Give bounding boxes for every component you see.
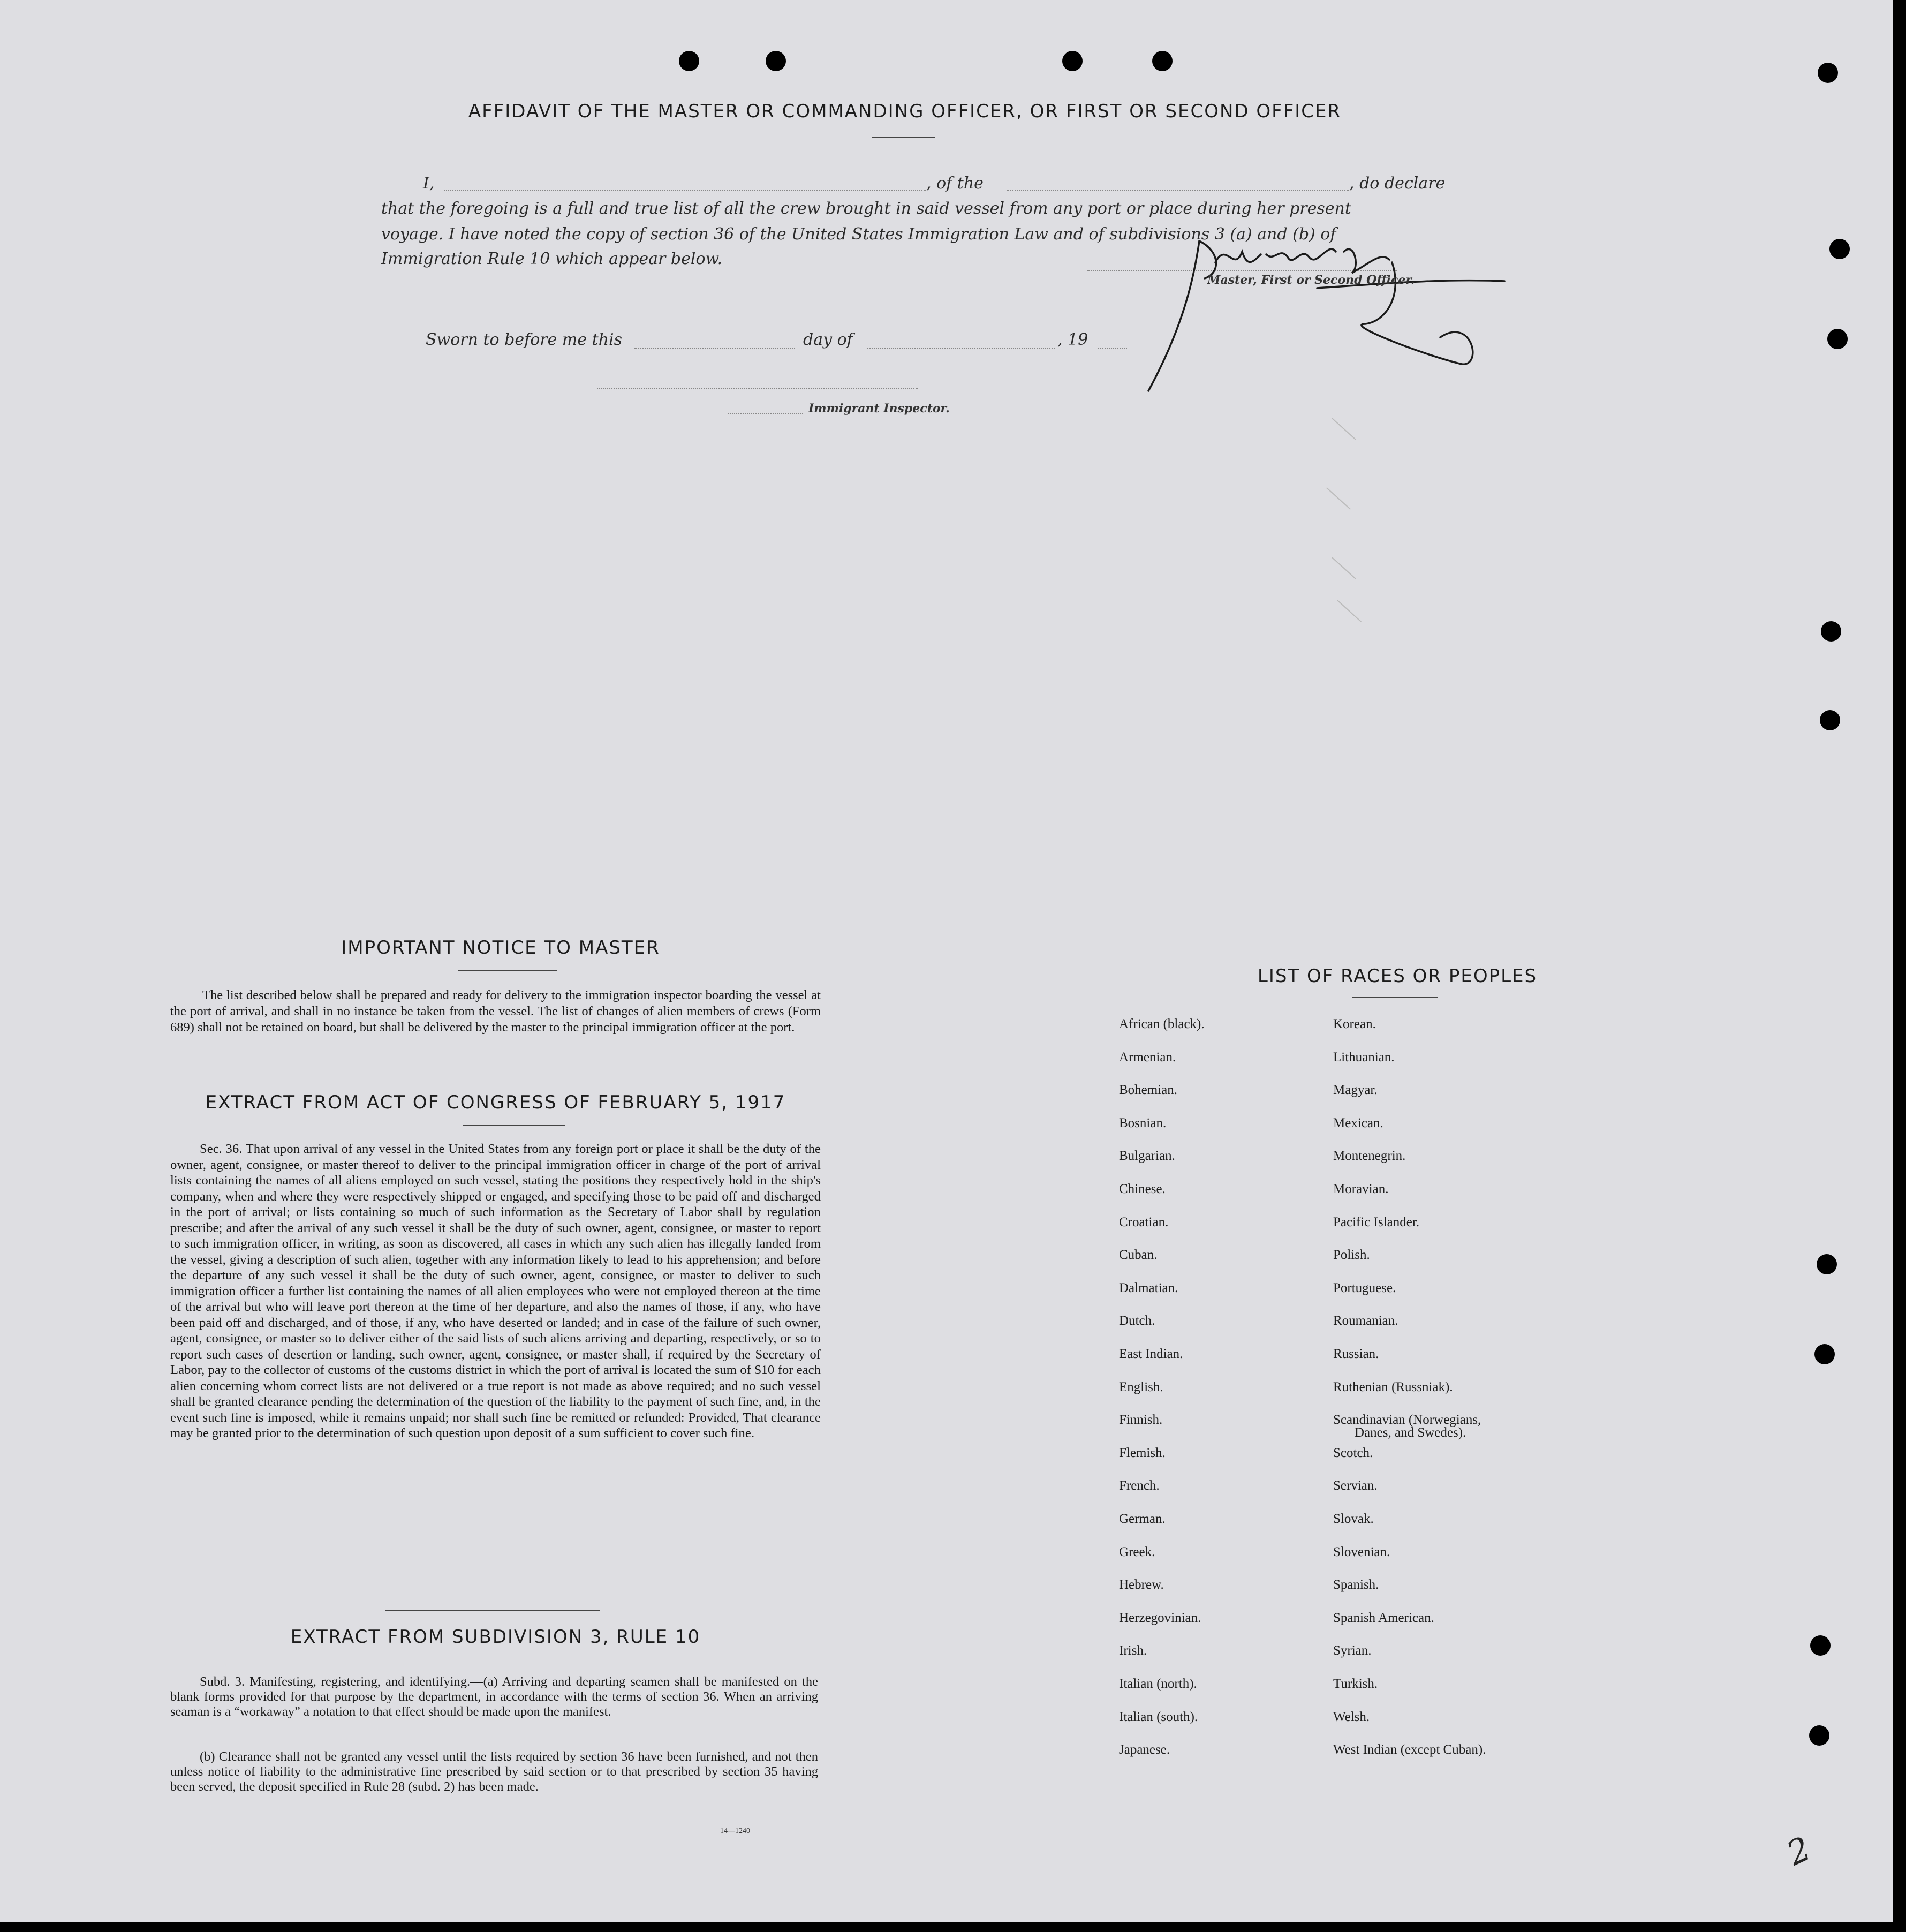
race-item: Mexican. — [1333, 1115, 1383, 1130]
race-item: Montenegrin. — [1333, 1149, 1406, 1164]
affidavit-line-4: Immigration Rule 10 which appear below. — [381, 250, 723, 268]
act-title: EXTRACT FROM ACT OF CONGRESS OF FEBRUARY 5, 1917 — [205, 1092, 786, 1113]
race-item: Welsh. — [1333, 1709, 1370, 1724]
act-title-rule — [463, 1125, 565, 1126]
race-item: Danes, and Swedes). — [1355, 1425, 1466, 1440]
race-item: Polish. — [1333, 1248, 1370, 1263]
race-item: Roumanian. — [1333, 1314, 1398, 1329]
punch-hole — [679, 51, 699, 71]
name-blank[interactable] — [444, 190, 926, 191]
race-item: West Indian (except Cuban). — [1333, 1742, 1486, 1757]
race-item: Cuban. — [1119, 1248, 1158, 1263]
race-item: Croatian. — [1119, 1214, 1169, 1229]
race-item: English. — [1119, 1379, 1163, 1394]
race-item: Spanish American. — [1333, 1610, 1434, 1625]
faint-mark — [1337, 600, 1362, 622]
race-item: Finnish. — [1119, 1413, 1163, 1428]
race-item: Spanish. — [1333, 1578, 1379, 1593]
race-item: Chinese. — [1119, 1182, 1166, 1196]
day-blank[interactable] — [634, 348, 795, 349]
faint-mark — [1332, 557, 1356, 579]
affidavit-of-the: , of the — [926, 174, 984, 193]
affidavit-declare: , do declare — [1349, 174, 1446, 193]
month-blank[interactable] — [867, 348, 1055, 349]
page-number-mark: 2 — [1781, 1829, 1817, 1873]
rule-title: EXTRACT FROM SUBDIVISION 3, RULE 10 — [290, 1626, 701, 1648]
race-item: French. — [1119, 1478, 1160, 1493]
race-item: Slovenian. — [1333, 1544, 1390, 1559]
race-item: Flemish. — [1119, 1445, 1166, 1460]
act-end-rule — [385, 1610, 600, 1611]
master-label: Master, First or Second Officer. — [1207, 273, 1415, 287]
rule-text-b: (b) Clearance shall not be granted any vessel until the lists required by section 36 have been furnished, and not then unless notice of liability to the administrative fine prescribed by said section or to that prescribed by section 35 having been served, the deposit specified in Rule 28 (subd. 2) has been made. — [170, 1749, 818, 1794]
affidavit-title-rule — [872, 137, 935, 138]
race-item: African (black). — [1119, 1017, 1205, 1031]
race-item: Portuguese. — [1333, 1280, 1396, 1295]
punch-hole — [1817, 1254, 1837, 1274]
races-title: LIST OF RACES OR PEOPLES — [1257, 965, 1538, 987]
inspector-signature-blank[interactable] — [597, 388, 918, 389]
race-item: Pacific Islander. — [1333, 1214, 1420, 1229]
race-item: German. — [1119, 1512, 1166, 1526]
form-number: 14—1240 — [720, 1827, 750, 1835]
vessel-blank[interactable] — [1007, 190, 1349, 191]
race-item: Korean. — [1333, 1017, 1376, 1031]
notice-text: The list described below shall be prepared and ready for delivery to the immigration inspector boarding the vessel at the port of arrival, and shall in no instance be taken from the vessel. The list of changes of alien members of crews (Form 689) shall not be retained on board, but shall be delivered by the master to the principal immigration officer at the port. — [170, 988, 821, 1035]
affidavit-title: AFFIDAVIT OF THE MASTER OR COMMANDING OFFICER, OR FIRST OR SECOND OFFICER — [468, 101, 1342, 122]
race-item: Syrian. — [1333, 1643, 1372, 1658]
faint-mark — [1332, 418, 1356, 440]
race-item: Bulgarian. — [1119, 1149, 1175, 1164]
race-item: Scandinavian (Norwegians, — [1333, 1413, 1481, 1428]
race-item: Turkish. — [1333, 1677, 1378, 1691]
races-title-rule — [1352, 997, 1438, 998]
punch-hole — [1820, 710, 1840, 730]
punch-hole — [1829, 239, 1850, 259]
punch-hole — [1814, 1344, 1835, 1364]
race-item: Lithuanian. — [1333, 1050, 1395, 1065]
punch-hole — [1062, 51, 1083, 71]
race-item: Italian (north). — [1119, 1677, 1197, 1691]
punch-hole — [1809, 1725, 1829, 1746]
race-item: Hebrew. — [1119, 1578, 1164, 1593]
race-item: Slovak. — [1333, 1512, 1374, 1526]
race-item: East Indian. — [1119, 1347, 1183, 1361]
race-item: Bohemian. — [1119, 1083, 1178, 1098]
race-item: Ruthenian (Russniak). — [1333, 1379, 1453, 1394]
race-item: Irish. — [1119, 1643, 1147, 1658]
punch-hole — [1827, 329, 1848, 349]
race-item: Moravian. — [1333, 1182, 1389, 1196]
race-item: Japanese. — [1119, 1742, 1170, 1757]
affidavit-line-3: voyage. I have noted the copy of section 36 of the United States Immigration Law and of subdivisions 3 (a) and (b) of — [381, 225, 1336, 244]
race-item: Servian. — [1333, 1478, 1378, 1493]
year-prefix: , 19 — [1057, 330, 1088, 349]
race-item: Armenian. — [1119, 1050, 1176, 1065]
day-of-text: day of — [803, 330, 853, 349]
race-item: Dalmatian. — [1119, 1280, 1178, 1295]
race-item: Herzegovinian. — [1119, 1610, 1201, 1625]
faint-mark — [1326, 487, 1351, 510]
sworn-text: Sworn to before me this — [426, 330, 623, 349]
rule-text-a: Subd. 3. Manifesting, registering, and identifying.—(a) Arriving and departing seamen shall be manifested on the blank forms provided for that purpose by the department, in accordance with the terms of section 36. When an arriving seaman is a “workaway” a notation to that effect should be made upon the manifest. — [170, 1674, 818, 1719]
notice-title: IMPORTANT NOTICE TO MASTER — [341, 937, 660, 959]
inspector-label: Immigrant Inspector. — [808, 402, 950, 416]
affidavit-i: I, — [423, 174, 435, 193]
punch-hole — [1152, 51, 1173, 71]
punch-hole — [1818, 63, 1838, 83]
race-item: Dutch. — [1119, 1314, 1155, 1329]
year-blank[interactable] — [1098, 348, 1127, 349]
notice-title-rule — [458, 970, 557, 971]
punch-hole — [1821, 621, 1841, 642]
race-item: Bosnian. — [1119, 1115, 1167, 1130]
inspector-signature-blank-2[interactable] — [728, 413, 803, 414]
signature — [1140, 230, 1515, 402]
race-item: Greek. — [1119, 1544, 1155, 1559]
race-item: Scotch. — [1333, 1445, 1373, 1460]
affidavit-line-2: that the foregoing is a full and true list of all the crew brought in said vessel from any port or place during her present — [381, 199, 1351, 218]
punch-hole — [766, 51, 786, 71]
act-text: Sec. 36. That upon arrival of any vessel in the United States from any foreign port or place it shall be the duty of the owner, agent, consignee, or master thereof to deliver to the principal immigration officer in charge of the port of arrival lists containing the names of all aliens employed on such vessel, stating the positions they respectively hold in the ship's company, when and where they were respectively shipped or engaged, and specifying those to be paid off and discharged in the port of arrival; or lists containing so much of such information as the Secretary of Labor shall by regulation prescribe; and after the arrival of any such vessel it shall be the duty of such owner, agent, consignee, or master to report to such immigration officer, in writing, as soon as discovered, all cases in which any such alien has illegally landed from the vessel, giving a description of such alien, together with any information likely to lead to his apprehension; and before the departure of any such vessel it shall be the duty of such owner, agent, consignee, or master to deliver to such immigration officer a further list containing the names of all alien employees who were not employed thereon at the time of the arrival but who will leave port thereon at the time of her departure, and also the names of those, if any, who have been paid off and discharged, and of those, if any, who have deserted or landed; and in case of the failure of such owner, agent, consignee, or master so to deliver either of the said lists of such aliens arriving and departing, respectively, or so to report such cases of desertion or landing, such owner, agent, consignee, or master shall, if required by the Secretary of Labor, pay to the collector of customs of the customs district in which the port of arrival is located the sum of $10 for each alien concerning whom correct lists are not delivered or a true report is not made as above required; and no such vessel shall be granted clearance pending the determination of the question of the liability to the payment of such fine, and, in the event such fine is imposed, while it remains unpaid; nor shall such fine be remitted or refunded: Provided, That clearance may be granted prior to the determination of such question upon deposit of a sum sufficient to cover such fine. — [170, 1142, 821, 1440]
race-item: Russian. — [1333, 1347, 1379, 1361]
punch-hole — [1810, 1635, 1831, 1656]
race-item: Magyar. — [1333, 1083, 1378, 1098]
race-item: Italian (south). — [1119, 1709, 1198, 1724]
